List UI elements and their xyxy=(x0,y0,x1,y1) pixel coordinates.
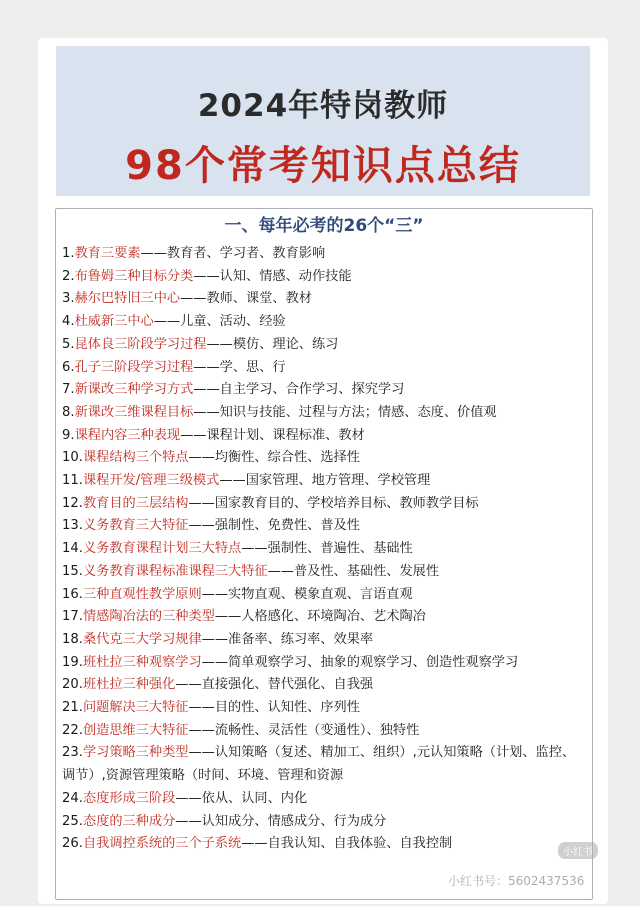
item-content: ——准备率、练习率、效果率 xyxy=(201,631,374,647)
item-keyword: 新课改三种学习方式 xyxy=(74,382,194,398)
item-keyword: 义务教育课程计划三大特点 xyxy=(82,541,242,557)
item-content: ——自我认知、自我体验、自我控制 xyxy=(241,836,453,852)
list-item xyxy=(62,515,586,538)
item-number: 2. xyxy=(62,268,75,284)
item-keyword: 创造思维三大特征 xyxy=(82,722,189,738)
page-title-line1: 2024年特岗教师 xyxy=(197,88,449,124)
item-content: ——普及性、基础性、发展性 xyxy=(267,563,440,579)
list-item xyxy=(62,606,586,629)
item-keyword: 布鲁姆三种目标分类 xyxy=(74,268,194,284)
item-content: ——简单观察学习、抽象的观察学习、创造性观察学习 xyxy=(201,654,519,670)
item-number: 6. xyxy=(62,359,75,375)
knowledge-list-box xyxy=(55,208,593,900)
item-content: ——自主学习、合作学习、探究学习 xyxy=(193,382,405,398)
item-number: 13. xyxy=(62,518,83,534)
list-item xyxy=(62,288,586,311)
list-item xyxy=(62,311,586,334)
item-keyword: 课程开发/管理三级模式 xyxy=(82,473,220,488)
list-item xyxy=(62,742,586,787)
item-content: ——流畅性、灵活性（变通性）、独特性 xyxy=(188,722,420,738)
item-number: 14. xyxy=(62,541,83,557)
list-item xyxy=(62,266,586,289)
item-keyword: 教育三要素 xyxy=(74,246,141,261)
item-keyword: 课程内容三种表现 xyxy=(74,427,181,443)
item-number: 9. xyxy=(62,427,75,443)
item-number: 25. xyxy=(62,813,83,829)
item-number: 1. xyxy=(62,246,75,261)
item-number: 24. xyxy=(62,790,83,806)
item-content: ——学、思、行 xyxy=(193,359,286,375)
item-number: 4. xyxy=(62,314,75,330)
item-number: 20. xyxy=(62,677,83,693)
list-item xyxy=(62,425,586,448)
page-title-line2: 98个常考知识点总结 xyxy=(125,143,521,189)
item-content: ——模仿、理论、练习 xyxy=(206,336,339,352)
item-number: 17. xyxy=(62,609,83,625)
item-keyword: 三种直观性教学原则 xyxy=(82,586,202,602)
item-number: 12. xyxy=(62,495,83,511)
item-content: ——直接强化、替代强化、自我强 xyxy=(175,677,374,693)
item-content: ——认知、情感、动作技能 xyxy=(193,268,352,284)
item-keyword: 自我调控系统的三个子系统 xyxy=(82,836,242,852)
item-content: ——儿童、活动、经验 xyxy=(153,314,286,330)
list-item xyxy=(62,561,586,584)
item-content: ——依从、认同、内化 xyxy=(175,790,308,806)
list-item xyxy=(62,379,586,402)
item-keyword: 新课改三维课程目标 xyxy=(74,404,194,420)
item-keyword: 态度的三种成分 xyxy=(82,813,176,829)
list-item xyxy=(62,402,586,425)
item-content: ——国家教育目的、学校培养目标、教师教学目标 xyxy=(188,495,479,511)
list-item xyxy=(62,811,586,834)
item-keyword: 问题解决三大特征 xyxy=(82,700,189,715)
item-keyword: 态度形成三阶段 xyxy=(82,790,176,806)
item-number: 23. xyxy=(62,745,83,761)
item-keyword: 杜威新三中心 xyxy=(74,314,154,330)
platform-badge: 小红书 xyxy=(558,842,598,859)
list-item xyxy=(62,584,586,607)
item-keyword: 课程结构三个特点 xyxy=(82,450,189,466)
item-content: ——认知成分、情感成分、行为成分 xyxy=(175,813,387,829)
list-item xyxy=(62,674,586,697)
list-item xyxy=(62,470,586,493)
item-number: 22. xyxy=(62,722,83,738)
item-keyword: 学习策略三种类型 xyxy=(82,745,189,761)
item-content: ——知识与技能、过程与方法；情感、态度、价值观 xyxy=(193,404,497,420)
item-number: 7. xyxy=(62,382,75,398)
list-item xyxy=(62,447,586,470)
item-content: ——目的性、认知性、序列性 xyxy=(188,700,360,715)
list-item xyxy=(62,538,586,561)
item-content: ——教育者、学习者、教育影响 xyxy=(140,246,326,261)
list-item xyxy=(62,493,586,516)
item-number: 26. xyxy=(62,836,83,852)
item-content: ——强制性、免费性、普及性 xyxy=(188,518,360,534)
list-item xyxy=(62,357,586,380)
list-item xyxy=(62,720,586,743)
list-item xyxy=(62,833,586,856)
item-content: ——教师、课堂、教材 xyxy=(180,291,312,307)
list-item xyxy=(62,243,586,266)
item-content: ——实物直观、模象直观、言语直观 xyxy=(201,586,413,602)
list-item xyxy=(62,334,586,357)
item-content: ——人格感化、环境陶冶、艺术陶冶 xyxy=(214,609,426,625)
list-item xyxy=(62,697,586,720)
item-keyword: 赫尔巴特旧三中心 xyxy=(74,291,181,307)
item-keyword: 桑代克三大学习规律 xyxy=(82,631,202,647)
item-content: ——强制性、普遍性、基础性 xyxy=(241,541,413,557)
item-keyword: 义务教育三大特征 xyxy=(82,518,189,534)
item-content: ——国家管理、地方管理、学校管理 xyxy=(219,473,431,488)
item-content: ——课程计划、课程标准、教材 xyxy=(180,427,365,443)
item-number: 18. xyxy=(62,631,83,647)
item-keyword: 班杜拉三种强化 xyxy=(82,677,176,693)
account-signature: 小红书号：5602437536 xyxy=(448,874,585,888)
list-item xyxy=(62,788,586,811)
item-content: ——均衡性、综合性、选择性 xyxy=(188,450,360,466)
item-number: 10. xyxy=(62,450,83,466)
item-keyword: 教育目的三层结构 xyxy=(82,495,189,511)
section-title: 一、每年必考的26个“三” xyxy=(224,216,424,236)
item-number: 15. xyxy=(62,563,83,579)
item-keyword: 情感陶冶法的三种类型 xyxy=(82,609,215,625)
item-number: 11. xyxy=(62,473,83,488)
list-item xyxy=(62,629,586,652)
item-keyword: 班杜拉三种观察学习 xyxy=(82,654,202,670)
item-number: 21. xyxy=(62,700,83,715)
item-content: ——认知策略（复述、精加工、组织）,元认知策略（计划、监控、调节）,资源管理策略（时间、环境、管理和资源 xyxy=(62,745,576,783)
document-card xyxy=(38,38,608,904)
item-keyword: 孔子三阶段学习过程 xyxy=(74,359,194,375)
list-item xyxy=(62,652,586,675)
item-number: 19. xyxy=(62,654,83,670)
item-number: 5. xyxy=(62,336,75,352)
item-number: 3. xyxy=(62,291,75,307)
item-keyword: 昆体良三阶段学习过程 xyxy=(74,336,207,352)
item-number: 16. xyxy=(62,586,83,602)
item-number: 8. xyxy=(62,404,75,420)
item-keyword: 义务教育课程标准课程三大特征 xyxy=(82,563,268,579)
title-banner xyxy=(56,46,590,196)
